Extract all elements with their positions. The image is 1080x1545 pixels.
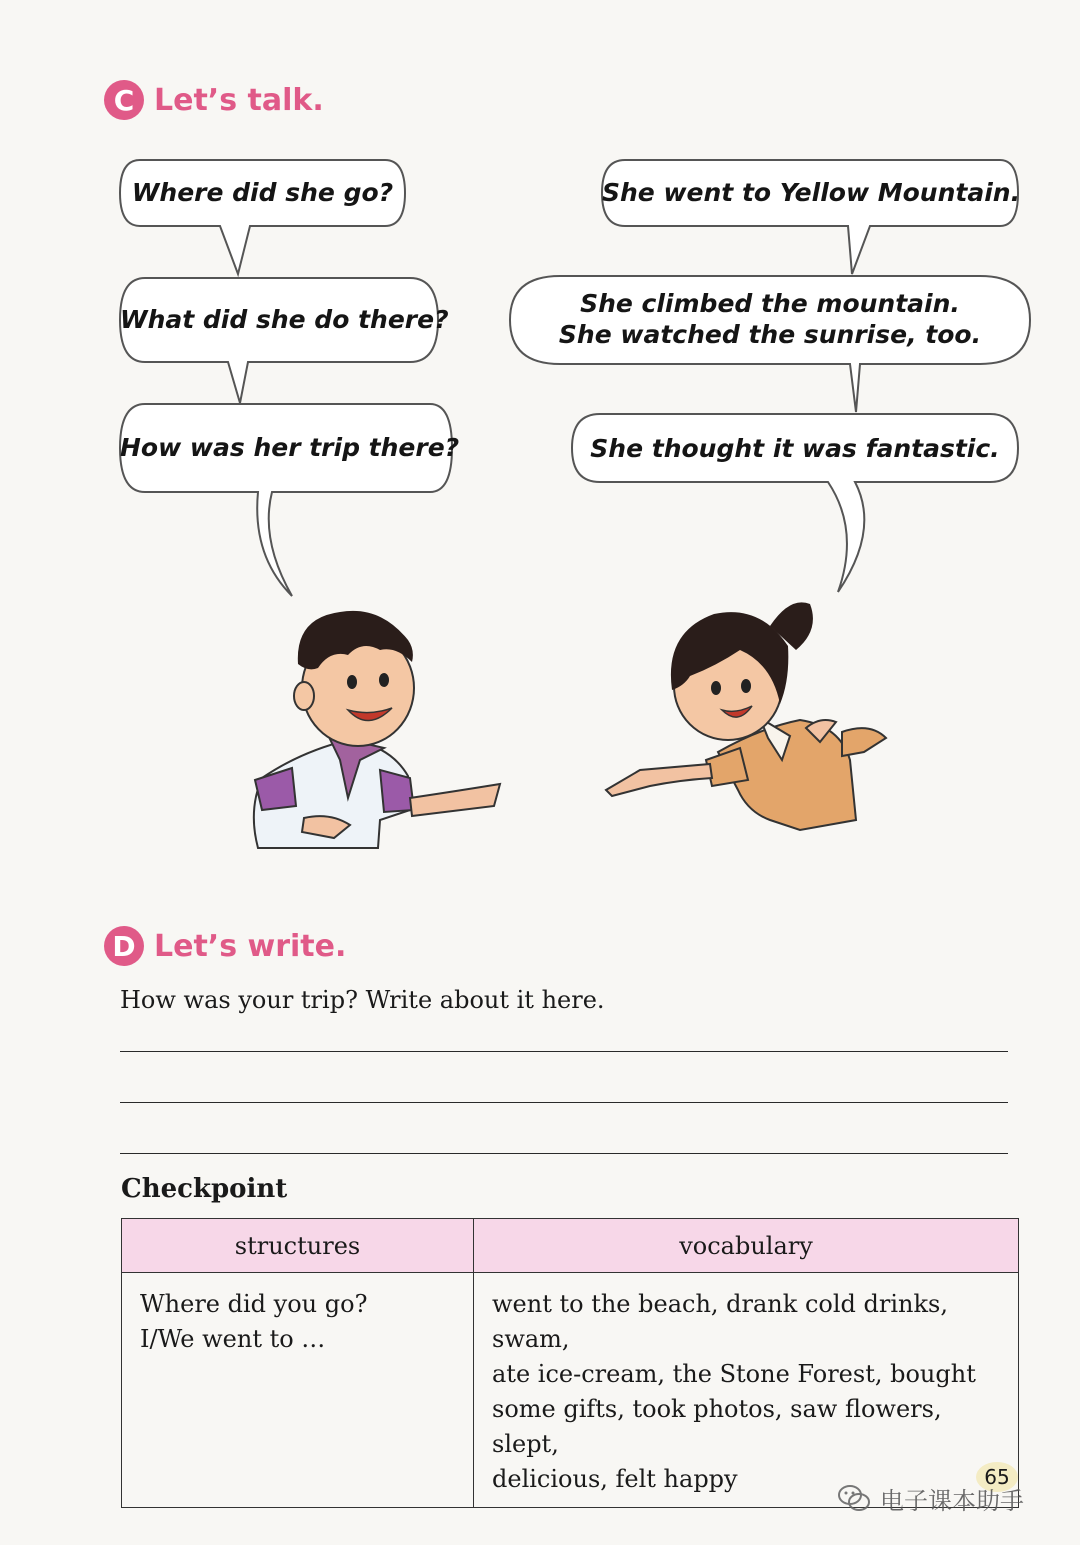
wechat-logo-icon	[836, 1480, 872, 1516]
header-vocabulary: vocabulary	[474, 1219, 1019, 1273]
question-2: What did she do there?	[120, 305, 449, 334]
section-d-heading	[104, 926, 346, 966]
answer-1: She went to Yellow Mountain.	[602, 178, 1021, 207]
checkpoint-table	[121, 1218, 1019, 1508]
girl-figure	[606, 602, 886, 830]
section-d-title: Let’s write.	[154, 928, 347, 964]
vocabulary-line: some gifts, took photos, saw flowers, slept,	[492, 1395, 942, 1458]
structure-line: I/We went to …	[140, 1325, 326, 1353]
vocabulary-line: ate ice-cream, the Stone Forest, bought	[492, 1360, 976, 1388]
section-c-badge: C	[104, 80, 144, 120]
write-line-2[interactable]	[120, 1102, 1008, 1103]
vocabulary-line: delicious, felt happy	[492, 1465, 738, 1493]
checkpoint-title: Checkpoint	[121, 1174, 288, 1204]
structures-cell	[122, 1273, 474, 1508]
vocabulary-line: went to the beach, drank cold drinks, swam,	[492, 1290, 948, 1353]
watermark	[836, 1480, 1024, 1516]
answer-2-line-2: She watched the sunrise, too.	[558, 320, 982, 349]
watermark-text: 电子课本助手	[880, 1486, 1024, 1515]
table-row	[122, 1273, 1019, 1508]
header-structures: structures	[122, 1219, 474, 1273]
answer-3: She thought it was fantastic.	[590, 434, 1000, 463]
section-d-badge: D	[104, 926, 144, 966]
question-3: How was her trip there?	[120, 433, 460, 462]
table-header-row	[122, 1219, 1019, 1273]
page-number: 65	[976, 1462, 1018, 1492]
answer-2-line-1: She climbed the mountain.	[580, 289, 960, 318]
write-line-1[interactable]	[120, 1051, 1008, 1052]
boy-figure	[254, 611, 500, 848]
question-1: Where did she go?	[131, 178, 394, 207]
write-line-3[interactable]	[120, 1153, 1008, 1154]
structure-line: Where did you go?	[140, 1290, 368, 1318]
write-prompt: How was your trip? Write about it here.	[120, 986, 605, 1014]
section-c-title: Let’s talk.	[154, 82, 324, 118]
vocabulary-cell	[474, 1273, 1019, 1508]
question-bubble-2	[120, 278, 449, 403]
